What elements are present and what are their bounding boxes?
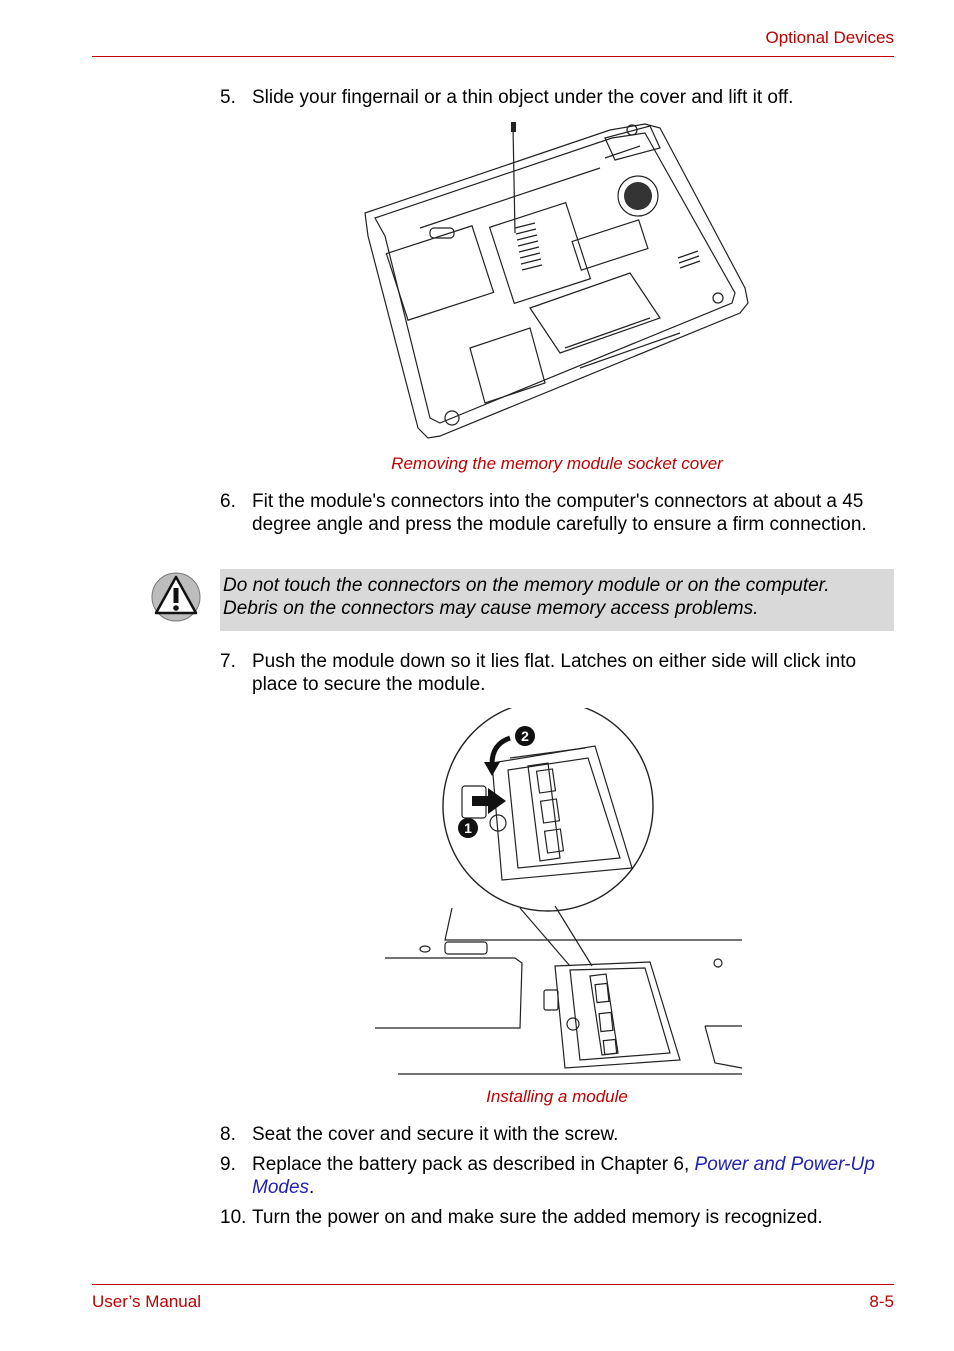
chapter-link[interactable]: Power and Power-Up Modes: [252, 1154, 875, 1198]
callout-2: 2: [521, 728, 529, 744]
step-text: Push the module down so it lies flat. Latches on either side will click into place to secure the module.: [252, 651, 857, 695]
step-number: 8.: [220, 1124, 236, 1145]
caution-text: Do not touch the connectors on the memory module or on the computer. Debris on the connectors may cause memory access problems.: [223, 575, 830, 619]
callout-1: 1: [464, 820, 472, 836]
step-7: [220, 650, 894, 696]
header-rule: [92, 56, 894, 57]
laptop-underside-figure: [360, 118, 755, 444]
page-number: 8-5: [869, 1292, 894, 1311]
step-8: [220, 1123, 894, 1146]
step-text-before: Replace the battery pack as described in Chapter 6,: [252, 1154, 695, 1175]
step-number: 10.: [220, 1207, 247, 1228]
step-6: [220, 490, 894, 536]
caution-note: [220, 569, 894, 631]
warning-triangle-icon: [150, 571, 202, 623]
install-module-figure: [370, 708, 745, 1080]
step-text-after: .: [309, 1177, 315, 1198]
step-text: Turn the power on and make sure the added memory is recognized.: [252, 1207, 823, 1228]
footer-manual-title: User’s Manual: [92, 1292, 201, 1311]
step-text: Slide your fingernail or a thin object under the cover and lift it off.: [252, 87, 794, 108]
step-number: 6.: [220, 491, 236, 512]
step-number: 9.: [220, 1154, 236, 1175]
footer-rule: [92, 1284, 894, 1285]
step-5: [220, 86, 894, 109]
figure-caption: Installing a module: [486, 1087, 628, 1106]
step-number: 7.: [220, 651, 236, 672]
running-header: Optional Devices: [765, 28, 894, 47]
figure-caption: Removing the memory module socket cover: [391, 454, 723, 473]
step-10: [220, 1206, 894, 1229]
step-text: Seat the cover and secure it with the screw.: [252, 1124, 619, 1145]
step-9: [220, 1153, 894, 1199]
step-number: 5.: [220, 87, 236, 108]
step-text: [252, 1153, 894, 1199]
step-text: Fit the module's connectors into the computer's connectors at about a 45 degree angle and press the module carefully to ensure a firm connection.: [252, 491, 867, 535]
